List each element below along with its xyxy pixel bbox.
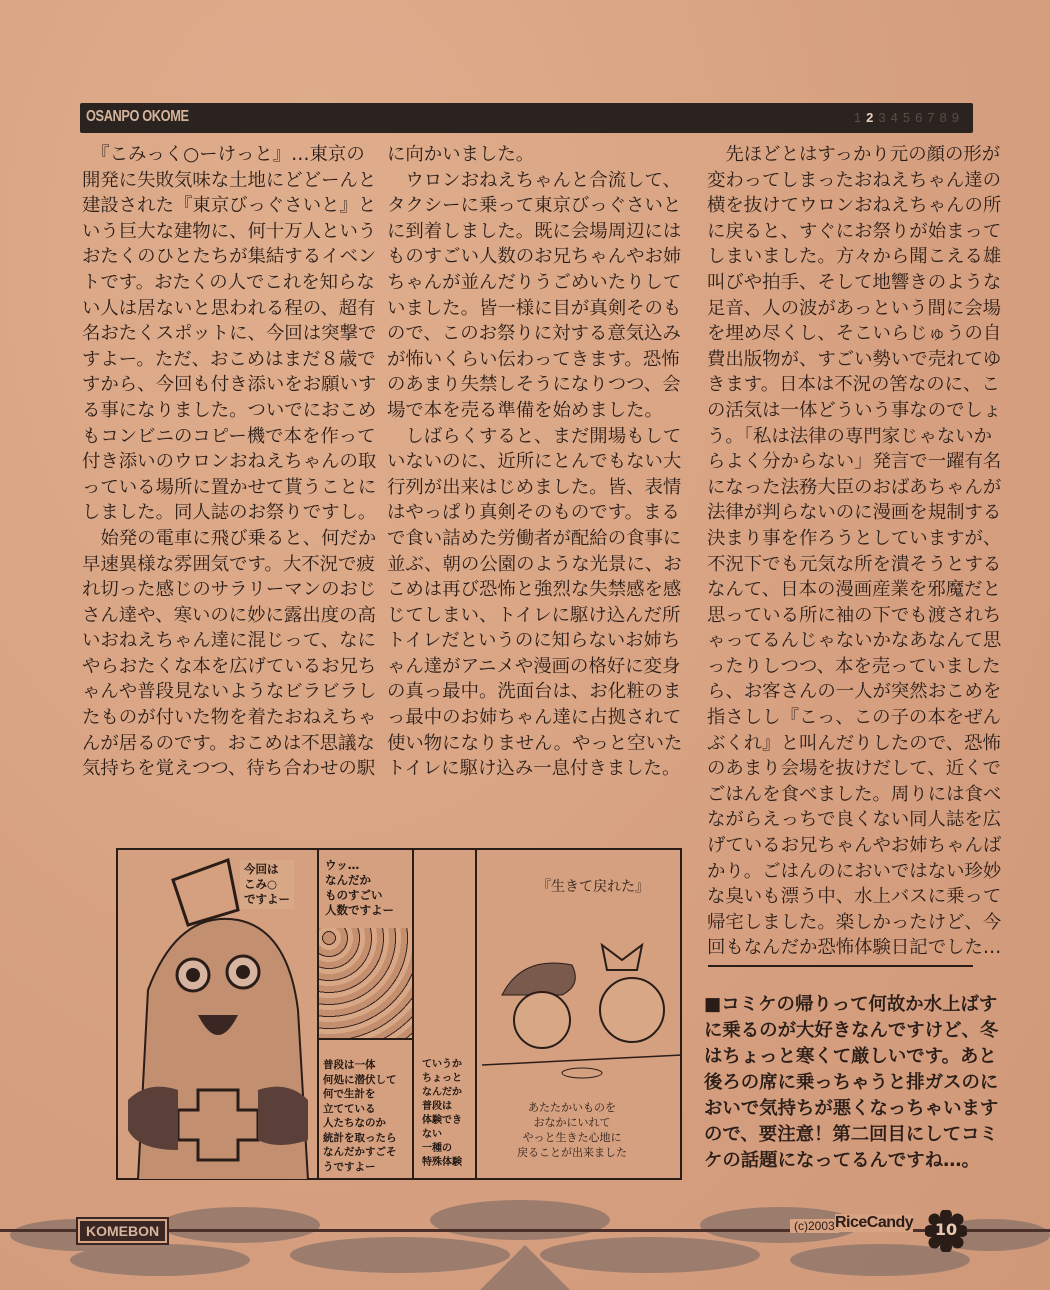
text-line: 叫びや拍手、そして地響きのような <box>707 271 1002 293</box>
text-line: 後ろの席に乗っちゃうと排ガスのに <box>704 1072 999 1093</box>
manga-panel-3 <box>414 850 477 1178</box>
panel-title: 『生きて戻れた』 <box>537 879 649 895</box>
text-line: に向かいました。 <box>387 144 535 165</box>
text-line: 早速異様な雰囲気です。大不況で疲 <box>82 553 375 575</box>
text-line: 指さしし『こっ、この子の本をぜん <box>707 707 1001 729</box>
footer-logo: KOMEBON <box>78 1219 167 1243</box>
text-line: に到着しました。既に会場周辺には <box>387 220 682 242</box>
text-line: きます。日本は不況の筈なのに、こ <box>707 374 1000 396</box>
text-line: な臭いも漂う中、水上バスに乗って <box>707 886 1002 908</box>
text-line: おいで気持ちが悪くなっちゃいます <box>704 1098 999 1119</box>
text-line: しまいました。方々から聞こえる雄 <box>707 246 1002 268</box>
text-line: ながらえっちで良くない同人誌を広 <box>707 809 1002 831</box>
text-line: らよく分からない」発言で一躍有名 <box>707 451 1002 473</box>
text-line: かり。ごはんのにおいではない珍妙 <box>707 860 1002 882</box>
text-line: すよー。ただ、おこめはまだ８歳で <box>82 348 376 370</box>
text-line: 使い物になりません。やっと空いた <box>387 732 683 754</box>
page-indicator-item: 9 <box>951 110 959 125</box>
text-line: っ最中のお姉ちゃん達に占拠されて <box>387 707 682 729</box>
speech-bubble: 今回は こみ○ ですよー <box>240 860 294 909</box>
text-line: いおねえちゃん達に混じって、なに <box>82 630 376 652</box>
page-indicator <box>854 110 959 125</box>
section-title: OSANPO OKOME <box>86 108 189 125</box>
text-line: ので、要注意！第二回目にしてコミ <box>704 1124 998 1145</box>
page-indicator-item: 5 <box>902 110 911 125</box>
text-line: 先ほどとはすっかり元の顔の形が <box>707 144 1001 165</box>
text-line: ので、このお祭りに対する意気込み <box>387 323 681 345</box>
text-line: はちょっと寒くて厳しいです。あと <box>704 1046 997 1067</box>
text-line: ちゃんが並んだりうごめいたりして <box>387 271 682 293</box>
text-line: 法律が判らないのに漫画を規制する <box>707 502 1002 524</box>
text-line: になった法務大臣のおばあちゃんが <box>707 476 1002 498</box>
article-column-1 <box>82 142 376 782</box>
text-line: ごはんを食べました。周りには食べ <box>707 783 1002 805</box>
article-column-3 <box>707 142 1001 961</box>
text-line: を埋め尽くし、そこいらじゅうの自 <box>707 323 1002 345</box>
text-line: 思っている所に袖の下でも渡されち <box>707 604 1002 626</box>
girls-eating-illustration <box>482 925 682 1095</box>
article-column-2 <box>387 142 682 782</box>
text-line: ったりしつつ、本を売っていました <box>707 655 1001 677</box>
text-line: しました。同人誌のお祭りですし。 <box>82 502 377 524</box>
manga-panel-4 <box>477 850 680 1178</box>
text-line: っている場所に置かせて貰うことに <box>82 476 377 498</box>
section-header-bar <box>80 103 973 133</box>
page-indicator-item: 4 <box>890 110 898 125</box>
text-line: う。「私は法律の専門家じゃないか <box>707 425 993 447</box>
text-line: い人は居ないと思われる程の、超有 <box>82 297 376 319</box>
text-line: すから、今回も付き添いをお願いす <box>82 374 377 396</box>
text-line: れ切った感じのサラリーマンのおじ <box>82 579 377 601</box>
text-line: タクシーに乗って東京びっぐさいと <box>387 195 682 217</box>
speech-bubble: 普段は一体 何処に潜伏して 何で生計を 立てている 人たちなのか 統計を取ったら なんだかすごそ うですよー <box>323 1059 397 1173</box>
manga-panel-2 <box>319 850 414 1178</box>
text-line: 並ぶ、朝の公園のような光景に、お <box>387 553 682 575</box>
text-line: はやっぱり真剣そのものです。まる <box>387 502 680 524</box>
text-line: で食い詰めた労働者が配給の食事に <box>387 527 682 549</box>
text-line: ぶくれ』と叫んだりしたので、恐怖 <box>707 732 1001 754</box>
text-line: が怖いくらい伝わってきます。恐怖 <box>387 348 680 370</box>
page-indicator-item: 1 <box>853 110 862 125</box>
text-line: ケの話題になってるんですね…。 <box>704 1150 980 1171</box>
text-line: 不況下でも元気な所を潰そうとする <box>707 553 1002 575</box>
panel-caption: あたたかいものを おなかにいれて やっと生きた心地に 戻ることが出来ました <box>517 1101 627 1159</box>
text-line: のあまり会場を抜けだして、近くで <box>707 758 1001 780</box>
crowd-illustration <box>319 928 412 1040</box>
text-line: 『こみっく○ーけっと』…東京の <box>82 144 365 165</box>
text-line: ものすごい人数のお兄ちゃんやお姉 <box>387 246 682 268</box>
text-line: 費出版物が、すごい勢いで売れてゆ <box>707 348 1002 370</box>
page-indicator-item: 8 <box>939 110 947 125</box>
text-line: おたくのひとたちが集結するイベン <box>82 246 377 268</box>
text-line: のあまり失禁しそうになりつつ、会 <box>387 374 681 396</box>
text-line: 帰宅しました。楽しかったけど、今 <box>707 911 1002 933</box>
text-line: いました。皆一様に目が真剣そのも <box>387 297 682 319</box>
text-line: こめは再び恐怖と強烈な失禁感を感 <box>387 579 682 601</box>
text-line: る事になりました。ついでにおこめ <box>82 399 377 421</box>
text-line: トです。おたくの人でこれを知らな <box>82 271 375 293</box>
text-line: ゃんや普段見ないようなビラビラし <box>82 681 377 703</box>
copyright: (c)2003 <box>790 1219 839 1233</box>
text-line: の真っ最中。洗面台は、お化粧のま <box>387 681 682 703</box>
text-line: いう巨大な建物に、何十万人という <box>82 220 377 242</box>
text-line: 足音、人の波があっという間に会場 <box>707 297 1002 319</box>
divider <box>708 965 973 967</box>
text-line: 建設された『東京びっぐさいと』と <box>82 195 377 217</box>
text-line: 開発に失敗気味な土地にどどーんと <box>82 169 377 191</box>
text-line: ウロンおねえちゃんと合流して、 <box>387 169 681 191</box>
text-line: 場で本を売る準備を始めました。 <box>387 399 663 421</box>
text-line: もコンビニのコピー機で本を作って <box>82 425 376 447</box>
text-line: なんて、日本の漫画産業を邪魔だと <box>707 579 1001 601</box>
speech-bubble: ウッ… なんだか ものすごい 人数ですよー <box>325 858 394 917</box>
manga-panel-1 <box>118 850 319 1178</box>
manga-strip <box>116 848 682 1180</box>
text-line: たものが付いた物を着たおねえちゃ <box>82 707 377 729</box>
text-line: ■コミケの帰りって何故か水上ばす <box>704 994 998 1015</box>
page-number: 10 <box>934 1220 958 1239</box>
text-line: げているお兄ちゃんやお姉ちゃんば <box>707 835 1002 857</box>
text-line: いないのに、近所にとんでもない大 <box>387 451 682 473</box>
page-indicator-item: 6 <box>915 110 923 125</box>
text-line: さん達や、寒いのに妙に露出度の高 <box>82 604 376 626</box>
page-indicator-item: 3 <box>878 110 886 125</box>
text-line: ゃってるんじゃないかなあなんて思 <box>707 630 1002 652</box>
text-line: 始発の電車に飛び乗ると、何だか <box>82 527 377 549</box>
text-line: 回もなんだか恐怖体験日記でした… <box>707 937 1002 959</box>
page-indicator-item: 7 <box>927 110 935 125</box>
text-line: ら、お客さんの一人が突然おこめを <box>707 681 1002 703</box>
text-line: 気持ちを覚えつつ、待ち合わせの駅 <box>82 758 376 780</box>
brand-name: RiceCandy <box>835 1214 914 1231</box>
text-line: に乗るのが大好きなんですけど、冬 <box>704 1020 999 1041</box>
text-line: じてしまい、トイレに駆け込んだ所 <box>387 604 681 626</box>
page-indicator-current: 2 <box>866 110 874 125</box>
text-line: ゃん達がアニメや漫画の格好に変身 <box>387 655 681 677</box>
author-note <box>704 992 998 1174</box>
text-line: やらおたくな本を広げているお兄ち <box>82 655 377 677</box>
text-line: 名おたくスポットに、今回は突撃で <box>82 323 377 345</box>
text-line: 横を抜けてウロンおねえちゃんの所 <box>707 195 1002 217</box>
speech-bubble: ていうか ちょっと なんだか 普段は 体験でき ない 一種の 特殊体験 <box>422 1059 462 1168</box>
text-line: 行列が出来はじめました。皆、表情 <box>387 476 682 498</box>
text-line: トイレだというのに知らないお姉ち <box>387 630 681 652</box>
text-line: 付き添いのウロンおねえちゃんの取 <box>82 451 377 473</box>
text-line: んが居るのです。おこめは不思議な <box>82 732 375 754</box>
text-line: の活気は一体どういう事なのでしょ <box>707 399 1002 421</box>
text-line: 決まり事を作ろうとしていますが、 <box>707 527 1002 549</box>
text-line: 変わってしまったおねえちゃん達の <box>707 169 1002 191</box>
text-line: トイレに駆け込み一息付きました。 <box>387 758 681 780</box>
text-line: に戻ると、すぐにお祭りが始まって <box>707 220 1002 242</box>
text-line: しばらくすると、まだ開場もして <box>387 425 682 447</box>
